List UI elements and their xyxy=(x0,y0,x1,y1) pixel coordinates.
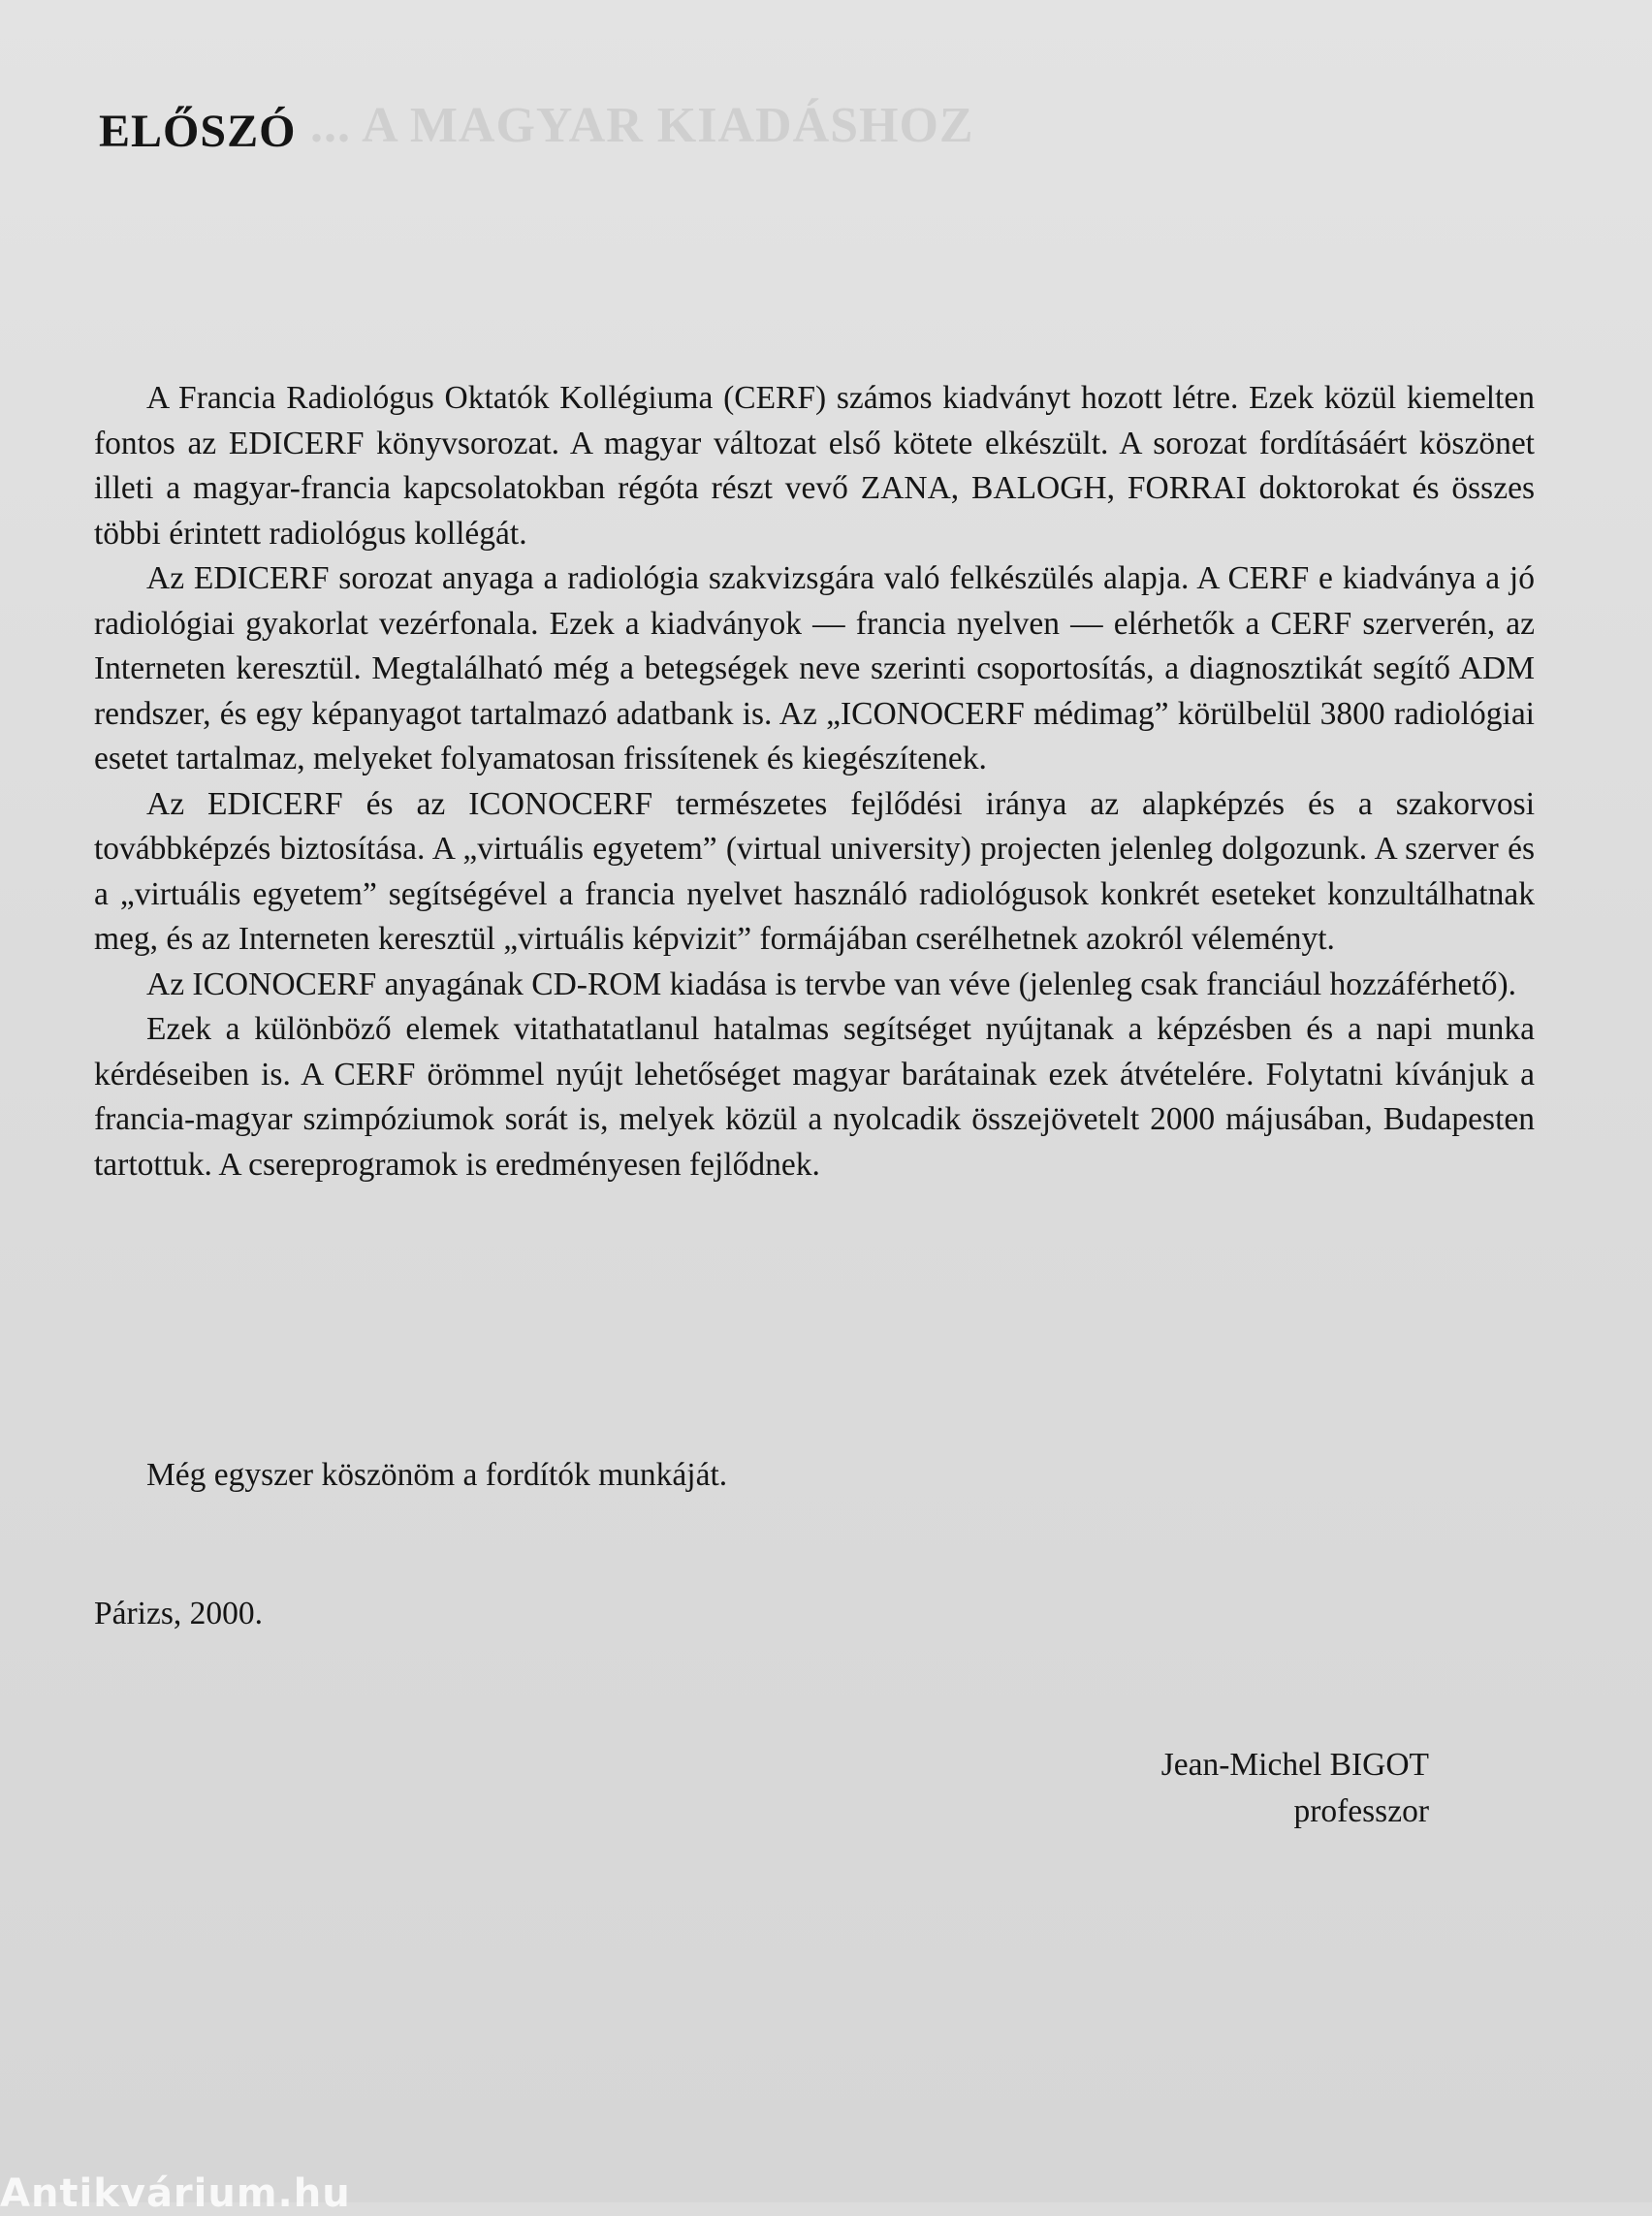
paragraph: Ezek a különböző elemek vitathatatlanul hatalmas segítséget nyújtanak a képzésben és a napi munka kérdéseiben is. A CERF örömmel nyújt lehetőséget magyar barátainak ezek átvételére. Folytatni kívánjuk a francia-magyar szimpóziumok sorát is, melyek közül a nyolcadik összejövetelt 2000 májusában, Budapesten tartottuk. A csereprogramok is eredményesen fejlődnek. xyxy=(94,1011,1535,1183)
watermark: Antikvárium.hu xyxy=(0,2171,351,2216)
bleed-through-title: ... A MAGYAR KIADÁSHOZ xyxy=(310,98,974,153)
signature-title: professzor xyxy=(1293,1793,1429,1829)
paragraph: Az ICONOCERF anyagának CD-ROM kiadása is tervbe van véve (jelenleg csak franciául hozzáférhető). xyxy=(146,966,1517,1002)
signature-block xyxy=(1161,1742,1429,1835)
paragraph: A Francia Radiológus Oktatók Kollégiuma (CERF) számos kiadványt hozott létre. Ezek közül kiemelten fontos az EDICERF könyvsorozat. A magyar változat első kötete elkészült. A sorozat fordításáért köszönet illeti a magyar-francia kapcsolatokban régóta részt vevő ZANA, BALOGH, FORRAI doktorokat és összes többi érintett radiológus kollégát. xyxy=(94,380,1535,552)
preface-body xyxy=(94,376,1535,1187)
page-title: ELŐSZÓ xyxy=(99,106,297,157)
signature-name: Jean-Michel BIGOT xyxy=(1160,1747,1429,1783)
paragraph: Az EDICERF és az ICONOCERF természetes fejlődési iránya az alapképzés és a szakorvosi továbbképzés biztosítása. A „virtuális egyetem” (virtual university) projecten jelenleg dolgozunk. A szerver és a „virtuális egyetem” segítségével a francia nyelvet használó radiológusok konkrét eseteket konzultálhatnak meg, és az Interneten keresztül „virtuális képvizit” formájában cserélhetnek azokról véleményt. xyxy=(94,785,1535,957)
paragraph: Az EDICERF sorozat anyaga a radiológia szakvizsgára való felkészülés alapja. A CERF e kiadványa a jó radiológiai gyakorlat vezérfonala. Ezek a kiadványok — francia nyelven — elérhetők a CERF szerverén, az Interneten keresztül. Megtalálható még a betegségek neve szerinti csoportosítás, a diagnosztikát segítő ADM rendszer, és egy képanyagot tartalmazó adatbank is. Az „ICONOCERF médimag” körülbelül 3800 radiológiai esetet tartalmaz, melyeket folyamatosan frissítenek és kiegészítenek. xyxy=(94,560,1535,776)
closing-line: Még egyszer köszönöm a fordítók munkáját. xyxy=(146,1457,728,1493)
place-date: Párizs, 2000. xyxy=(94,1596,263,1631)
